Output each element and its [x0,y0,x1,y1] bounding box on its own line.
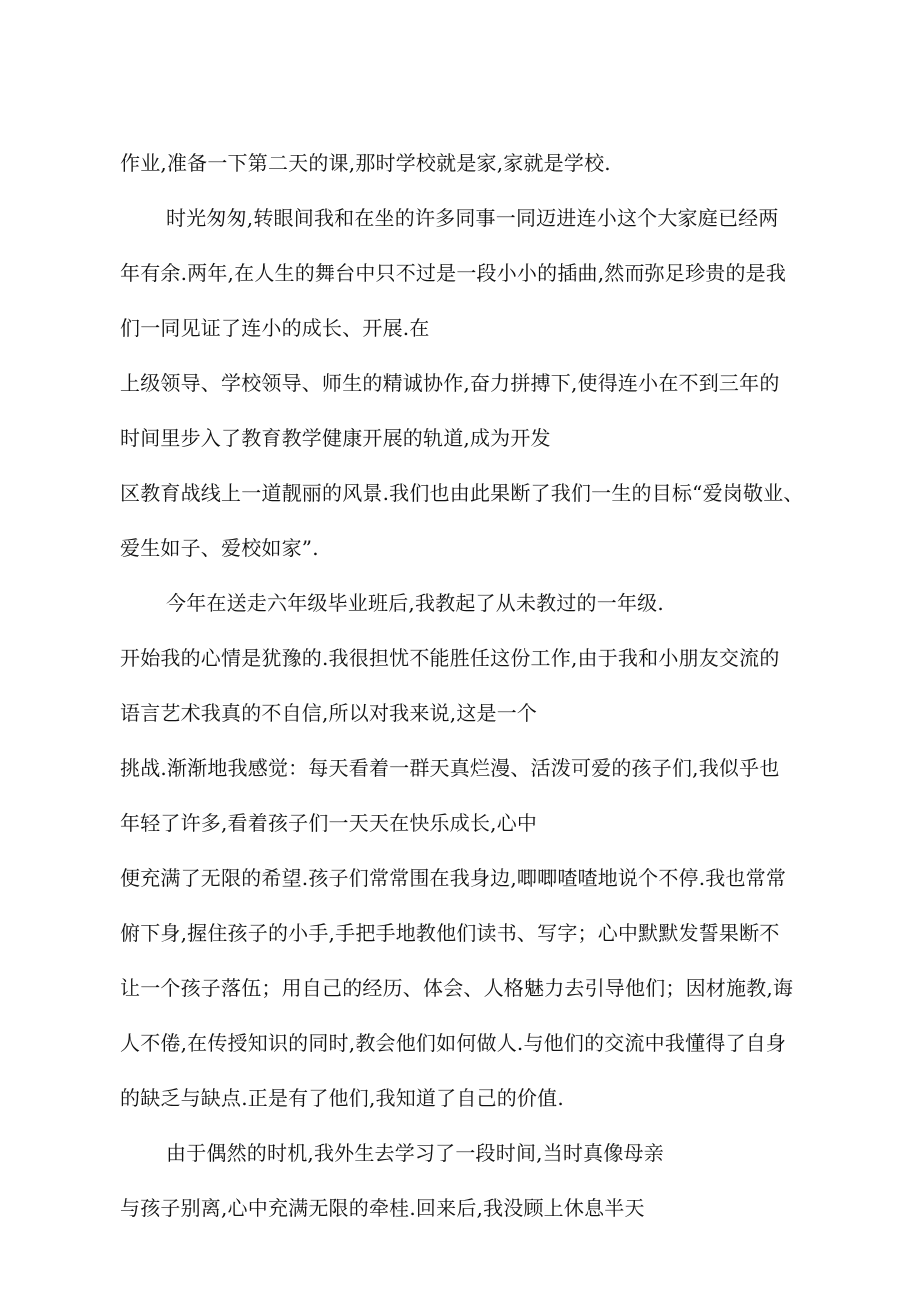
text-line: 年轻了许多,看着孩子们一天天在快乐成长,心中 [120,811,538,835]
text-line: 语言艺术我真的不自信,所以对我来说,这是一个 [120,701,538,725]
text-line: 人不倦,在传授知识的同时,教会他们如何做人.与他们的交流中我懂得了自身 [120,1031,787,1055]
text-line: 们一同见证了连小的成长、开展.在 [120,316,430,340]
text-line: 俯下身,握住孩子的小手,手把手地教他们读书、写字；心中默默发誓果断不 [120,921,780,945]
text-line: 便充满了无限的希望.孩子们常常围在我身边,唧唧喳喳地说个不停.我也常常 [120,866,787,890]
paragraph-first-line: 时光匆匆,转眼间我和在坐的许多同事一同迈进连小这个大家庭已经两 [166,206,779,230]
text-line: 作业,准备一下第二天的课,那时学校就是家,家就是学校. [120,151,611,175]
text-line: 与孩子别离,心中充满无限的牵桂.回来后,我没顾上休息半天 [120,1196,645,1220]
text-line: 年有余.两年,在人生的舞台中只不过是一段小小的插曲,然而弥足珍贵的是我 [120,261,787,285]
text-line: 爱生如子、爱校如家”. [120,536,319,560]
paragraph-first-line: 今年在送走六年级毕业班后,我教起了从未教过的一年级. [166,591,664,615]
text-line: 挑战.渐渐地我感觉：每天看着一群天真烂漫、活泼可爱的孩子们,我似乎也 [120,756,780,780]
text-line: 开始我的心情是犹豫的.我很担忧不能胜任这份工作,由于我和小朋友交流的 [120,646,780,670]
text-line: 区教育战线上一道靓丽的风景.我们也由此果断了我们一生的目标“爱岗敬业、 [120,481,804,505]
text-line: 上级领导、学校领导、师生的精诚协作,奋力拼搏下,使得连小在不到三年的 [120,371,780,395]
text-line: 的缺乏与缺点.正是有了他们,我知道了自己的价值. [120,1086,564,1110]
text-line: 让一个孩子落伍；用自己的经历、体会、人格魅力去引导他们；因材施教,诲 [120,976,794,1000]
paragraph-first-line: 由于偶然的时机,我外生去学习了一段时间,当时真像母亲 [166,1141,664,1165]
text-line: 时间里步入了教育教学健康开展的轨道,成为开发 [120,426,551,450]
